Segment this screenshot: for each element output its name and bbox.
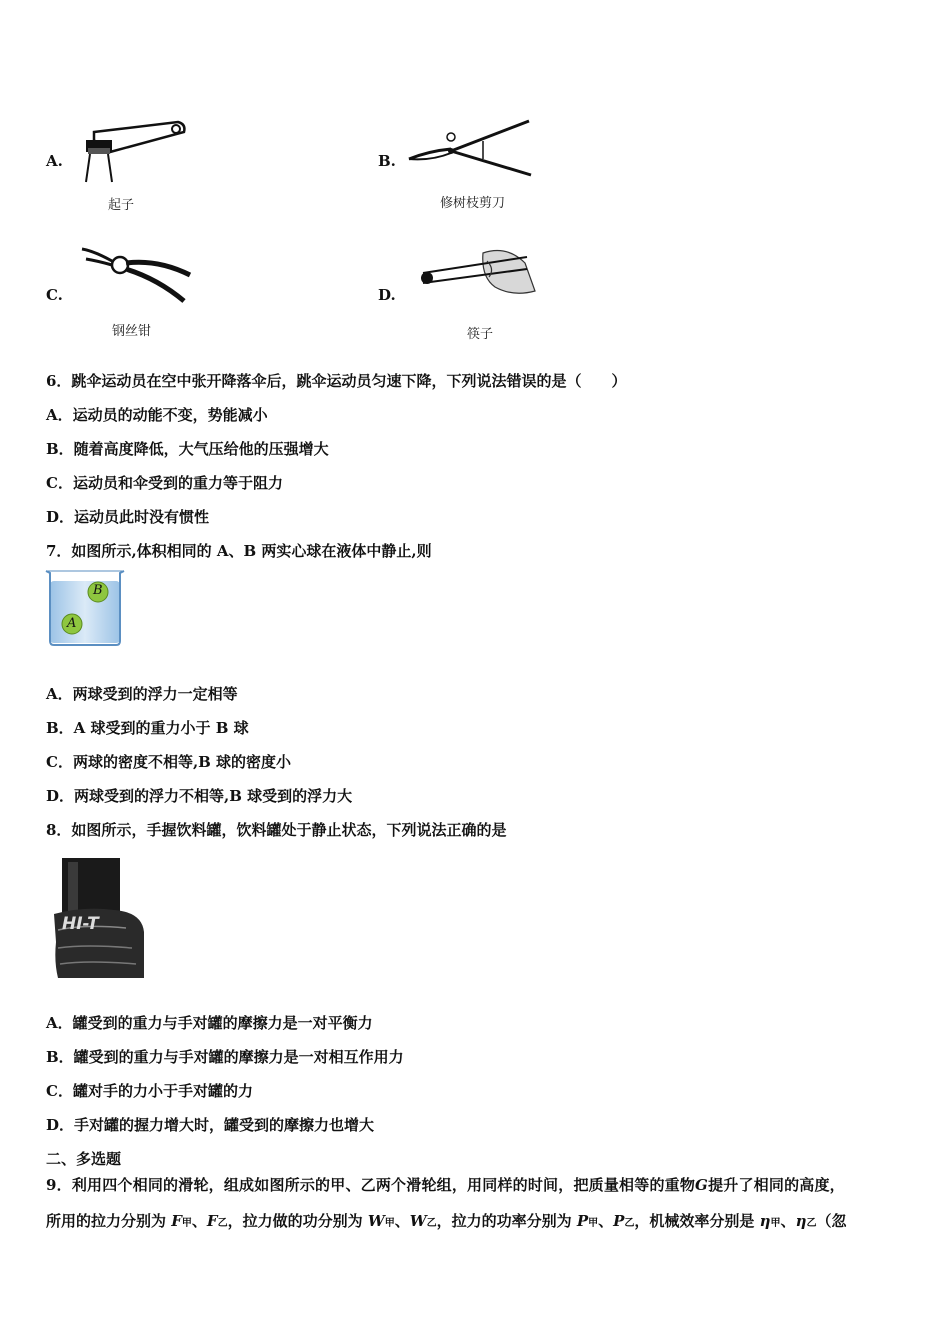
- q9-sub-yi: 乙: [217, 1218, 228, 1229]
- caption-bottle-opener: 起子: [108, 198, 135, 213]
- q9-sub-yi: 乙: [806, 1218, 817, 1229]
- question-7-option-a: A．两球受到的浮力一定相等: [46, 685, 238, 703]
- question-8-option-d: D．手对罐的握力增大时，罐受到的摩擦力也增大: [46, 1116, 375, 1134]
- chopsticks-icon: [415, 243, 540, 303]
- caption-pliers: 钢丝钳: [112, 324, 152, 339]
- q9-var-w: W: [367, 1212, 385, 1230]
- question-6-option-d: D．运动员此时没有惯性: [46, 508, 210, 526]
- q9-sub-jia: 甲: [588, 1218, 599, 1229]
- q9-sep: 、: [598, 1212, 614, 1230]
- q9-var-g: G: [695, 1176, 709, 1194]
- q9-sep: 、: [394, 1212, 410, 1230]
- q9-sub-jia: 甲: [181, 1218, 192, 1229]
- caption-chopsticks: 筷子: [467, 327, 494, 342]
- caption-pruning-shears: 修树枝剪刀: [440, 196, 506, 211]
- section-2-title: 二、多选题: [46, 1150, 122, 1168]
- option-letter-a: A.: [46, 152, 63, 170]
- question-8-option-b: B．罐受到的重力与手对罐的摩擦力是一对相互作用力: [46, 1048, 404, 1066]
- question-9-line-1: [46, 1174, 845, 1195]
- question-8-stem: 8．如图所示，手握饮料罐，饮料罐处于静止状态，下列说法正确的是: [46, 821, 507, 839]
- q9-line1-prefix: 9．利用四个相同的滑轮，组成如图所示的甲、乙两个滑轮组，用同样的时间，把质量相等的重物: [46, 1176, 696, 1194]
- question-8-option-c: C．罐对手的力小于手对罐的力: [46, 1082, 253, 1100]
- q9-text-d: ，机械效率分别是: [634, 1212, 755, 1230]
- q9-var-f: F: [171, 1212, 182, 1230]
- question-7-option-b: B．A 球受到的重力小于 B 球: [46, 719, 249, 737]
- question-7-option-c: C．两球的密度不相等,B 球的密度小: [46, 753, 292, 771]
- ball-a-label: A: [67, 616, 77, 631]
- q9-text-e: （忽: [816, 1212, 847, 1230]
- bottle-opener-icon: [80, 118, 190, 190]
- option-letter-b: B.: [378, 152, 396, 170]
- question-9-line-2: [46, 1210, 846, 1231]
- option-letter-d: D.: [378, 286, 396, 304]
- q9-sub-jia: 甲: [384, 1218, 395, 1229]
- q9-var-p: P: [576, 1212, 589, 1230]
- option-letter-c: C.: [46, 286, 63, 304]
- q9-var-eta: η: [795, 1212, 807, 1230]
- q9-sub-yi: 乙: [624, 1218, 635, 1229]
- question-7-option-d: D．两球受到的浮力不相等,B 球受到的浮力大: [46, 787, 353, 805]
- question-6-option-b: B．随着高度降低，大气压给他的压强增大: [46, 440, 329, 458]
- q9-sub-yi: 乙: [426, 1218, 437, 1229]
- q9-text-a: 所用的拉力分别为: [46, 1212, 167, 1230]
- q9-var-eta: η: [759, 1212, 771, 1230]
- question-6-option-a: A．运动员的动能不变，势能减小: [46, 406, 268, 424]
- q9-text-c: ，拉力的功率分别为: [436, 1212, 572, 1230]
- q9-line1-suffix: 提升了相同的高度，: [708, 1176, 845, 1194]
- q9-sub-jia: 甲: [770, 1218, 781, 1229]
- can-label: HI-T: [62, 914, 99, 934]
- question-6-option-c: C．运动员和伞受到的重力等于阻力: [46, 474, 283, 492]
- q9-var-f: F: [206, 1212, 218, 1230]
- pliers-icon: [78, 245, 198, 307]
- question-8-option-a: A．罐受到的重力与手对罐的摩擦力是一对平衡力: [46, 1014, 373, 1032]
- beaker-figure: [44, 569, 126, 649]
- q9-text-b: ，拉力做的功分别为: [227, 1212, 363, 1230]
- q9-sep: 、: [191, 1212, 207, 1230]
- q9-var-w: W: [409, 1212, 427, 1230]
- question-6-stem: 6．跳伞运动员在空中张开降落伞后，跳伞运动员匀速下降，下列说法错误的是（ ）: [46, 372, 627, 390]
- ball-b-label: B: [93, 583, 103, 598]
- q9-var-p: P: [613, 1212, 625, 1230]
- q9-sep: 、: [780, 1212, 796, 1230]
- question-7-stem: 7．如图所示,体积相同的 A、B 两实心球在液体中静止,则: [46, 542, 432, 560]
- pruning-shears-icon: [405, 115, 535, 185]
